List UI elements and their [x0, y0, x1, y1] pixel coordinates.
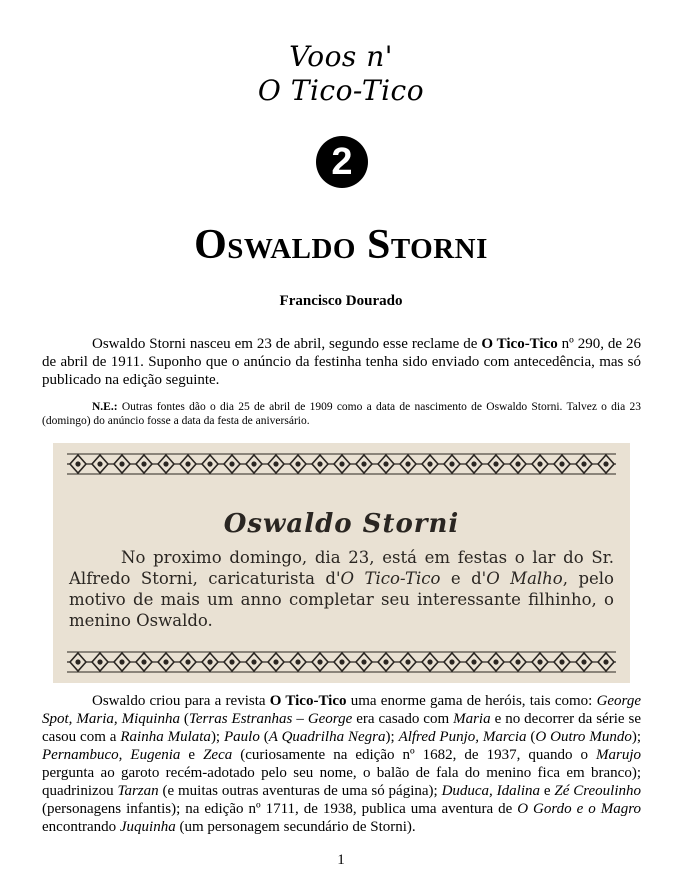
clipping-title: Oswaldo Storni: [223, 509, 460, 539]
character-names: Alfred Punjo, Marcia: [398, 729, 527, 745]
editor-note: [42, 400, 641, 428]
character-name: Zé Creoulinho: [554, 783, 641, 799]
text-run: Oswaldo Storni nasceu em 23 de abril, segundo esse reclame de: [92, 336, 482, 352]
text-run: );: [631, 729, 641, 745]
ornamental-border-bottom-icon: [67, 651, 616, 673]
text-run: e d': [440, 569, 487, 588]
clipping-body: [69, 547, 614, 631]
character-name: Rainha Mulata: [120, 729, 211, 745]
text-run: (: [259, 729, 269, 745]
magazine-name: O Malho: [486, 569, 563, 588]
character-names: Duduca, Idalina: [441, 783, 540, 799]
text-run: pergunta ao garoto recém-adotado pelo seu nome, o balão de fala do menino fica em branco); quadrinizou: [42, 765, 641, 799]
text-run: e: [180, 747, 204, 763]
page-number: 1: [337, 852, 345, 868]
character-name: Marujo: [595, 747, 641, 763]
series-name: O Outro Mundo: [535, 729, 632, 745]
issue-number-badge: 2: [316, 136, 368, 188]
ornamental-border-top-icon: [67, 453, 616, 475]
series-name: A Quadrilha Negra: [268, 729, 386, 745]
text-run: era casado com: [352, 711, 454, 727]
character-name: Zeca: [203, 747, 233, 763]
text-run: (personagens infantis); na edição nº 1711, de 1938, publica uma aventura de: [42, 801, 518, 817]
character-name: Juquinha: [119, 819, 176, 835]
text-run: Oswaldo criou para a revista: [92, 693, 270, 709]
editor-note-text: Outras fontes dão o dia 25 de abril de 1909 como a data de nascimento de Oswaldo Storni. Talvez o dia 23 (domingo) do anúncio fosse a data da festa de aniversário.: [42, 401, 641, 427]
text-run: (curiosamente na edição nº 1682, de 1937, quando o: [232, 747, 596, 763]
series-name: Terras Estranhas – George: [188, 711, 353, 727]
text-run: e: [539, 783, 555, 799]
text-run: (: [526, 729, 536, 745]
series-title: [0, 40, 682, 108]
series-title-line1: Voos n': [289, 40, 393, 73]
text-run: (e muitas outras aventuras de uma só página);: [158, 783, 442, 799]
series-name: O Gordo e o Magro: [517, 801, 641, 817]
series-title-line2: O Tico-Tico: [257, 74, 425, 107]
text-run: (um personagem secundário de Storni).: [175, 819, 416, 835]
text-run: , pelo motivo de mais um anno completar seu interessante filhinho, o menino Oswaldo.: [69, 569, 614, 630]
magazine-name: O Tico-Tico: [340, 569, 441, 588]
text-run: nº 290, de 26 de abril de 1911. Suponho que o anúncio da festinha tenha sido enviado com antecedência, mas só publicado na edição seguinte.: [42, 336, 642, 388]
text-run: );: [385, 729, 399, 745]
text-run: uma enorme gama de heróis, tais como:: [346, 693, 597, 709]
text-run: encontrando: [42, 819, 120, 835]
text-run: No proximo domingo, dia 23, está em festas o lar do Sr. Alfredo Storni, caricaturista d': [69, 548, 614, 588]
character-names: Pernambuco, Eugenia: [42, 747, 181, 763]
paragraph-heroes: [42, 692, 641, 836]
text-run: );: [210, 729, 225, 745]
text-run: (: [179, 711, 189, 727]
character-name: Paulo: [224, 729, 260, 745]
article-title: Oswaldo Storni: [194, 222, 488, 268]
character-names: George Spot, Maria, Miquinha: [42, 693, 641, 727]
character-name: Maria: [453, 711, 491, 727]
editor-note-label: N.E.:: [92, 401, 118, 413]
paragraph-intro: [42, 335, 641, 389]
article-author: Francisco Dourado: [279, 293, 403, 309]
newspaper-clipping: [53, 443, 630, 683]
text-run: e no decorrer da série se casou com a: [42, 711, 642, 745]
magazine-name: O Tico-Tico: [269, 693, 347, 709]
character-name: Tarzan: [117, 783, 159, 799]
magazine-name: O Tico-Tico: [481, 336, 558, 352]
